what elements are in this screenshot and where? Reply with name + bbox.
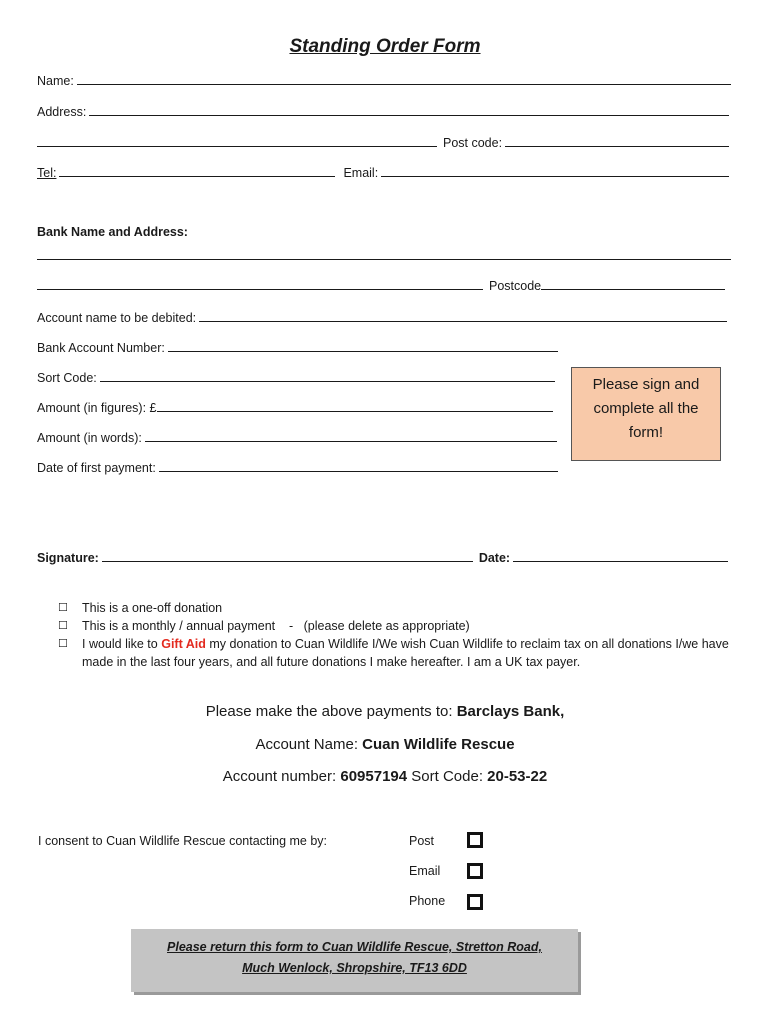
one-off-checkbox[interactable]: ☐ — [58, 602, 68, 614]
monthly-checkbox[interactable]: ☐ — [58, 620, 68, 632]
sign-reminder-box — [571, 367, 721, 461]
amount-words-label: Amount (in words): — [37, 431, 142, 445]
amount-words-field[interactable] — [145, 440, 557, 442]
sort-code-label: Sort Code: — [37, 371, 97, 385]
return-address-line2: Much Wenlock, Shropshire, TF13 6DD — [242, 961, 467, 975]
bank-account-number-row — [37, 341, 558, 355]
sign-reminder-line1: Please sign and — [592, 376, 700, 393]
first-payment-label: Date of first payment: — [37, 461, 156, 475]
tel-field[interactable] — [59, 175, 335, 177]
address-label: Address: — [37, 105, 87, 119]
sign-reminder-line3: form! — [628, 424, 664, 441]
payment-account-number-line — [0, 768, 770, 785]
account-name-row — [37, 311, 727, 325]
payment-bank-line — [0, 703, 770, 720]
bank-account-number-field[interactable] — [168, 350, 558, 352]
gift-aid-text-pre: I would like to — [82, 637, 162, 651]
amount-figures-field[interactable] — [157, 410, 554, 412]
payment-sort-prefix: Sort Code: — [407, 768, 488, 785]
post-code-field[interactable] — [505, 145, 729, 147]
gift-aid-highlight: Gift Aid — [161, 637, 206, 651]
consent-post-label: Post — [409, 834, 435, 848]
consent-email-checkbox[interactable] — [467, 863, 483, 879]
email-field[interactable] — [381, 175, 729, 177]
option-monthly[interactable] — [58, 617, 738, 635]
sort-code-field[interactable] — [100, 380, 555, 382]
amount-figures-label: Amount (in figures): £ — [37, 401, 157, 415]
payment-account-number-prefix: Account number: — [222, 768, 341, 785]
bank-postcode-row — [37, 279, 725, 293]
sign-reminder-line2: complete all the — [593, 400, 699, 417]
one-off-label: This is a one-off donation — [82, 601, 223, 615]
gift-aid-checkbox[interactable]: ☐ — [58, 638, 68, 650]
option-one-off[interactable] — [58, 599, 738, 617]
signature-field[interactable] — [102, 560, 473, 562]
tel-email-row — [37, 166, 729, 180]
first-payment-row — [37, 461, 558, 475]
consent-label: I consent to Cuan Wildlife Rescue contacting me by: — [38, 834, 328, 848]
consent-email-label: Email — [409, 864, 441, 878]
consent-phone-label: Phone — [409, 894, 446, 908]
address-field[interactable] — [89, 114, 729, 116]
account-name-label: Account name to be debited: — [37, 311, 197, 325]
postcode-label: Postcode — [489, 279, 542, 293]
tel-label: Tel: — [37, 166, 57, 180]
page-title: Standing Order Form — [289, 36, 481, 57]
name-field[interactable] — [77, 83, 731, 85]
first-payment-field[interactable] — [159, 470, 558, 472]
payment-account-name-line — [0, 736, 770, 753]
payment-account-name-prefix: Account Name: — [255, 736, 363, 753]
address-line2-field[interactable] — [37, 145, 437, 147]
bank-postcode-field[interactable] — [541, 288, 725, 290]
return-address-box — [131, 929, 578, 992]
signature-row — [37, 551, 728, 565]
account-name-field[interactable] — [199, 320, 727, 322]
bank-heading: Bank Name and Address: — [37, 225, 188, 239]
consent-phone-checkbox[interactable] — [467, 894, 483, 910]
amount-figures-row — [37, 401, 553, 415]
name-row — [37, 74, 731, 88]
gift-aid-text-post: my donation to Cuan Wildlife I/We wish Cuan Wildlife to reclaim tax on all donations I/we have made in the last four years, and all future donations I make hereafter. I am a UK tax payer. — [82, 637, 729, 669]
donation-options — [58, 599, 738, 671]
signature-label: Signature: — [37, 551, 99, 565]
date-label: Date: — [478, 551, 511, 565]
post-code-label: Post code: — [443, 136, 503, 150]
return-address-line1: Please return this form to Cuan Wildlife Rescue, Stretton Road, — [167, 940, 542, 954]
name-label: Name: — [37, 74, 74, 88]
monthly-label: This is a monthly / annual payment - (please delete as appropriate) — [82, 619, 470, 633]
address-line2-row — [37, 136, 729, 150]
payment-account-name: Cuan Wildlife Rescue — [362, 736, 515, 753]
payment-sort-code: 20-53-22 — [487, 768, 548, 785]
payment-bank-prefix: Please make the above payments to: — [205, 703, 457, 720]
email-label: Email: — [343, 166, 379, 180]
gift-aid-label — [82, 635, 738, 671]
address-row — [37, 105, 729, 119]
sort-code-row — [37, 371, 555, 385]
bank-address-line2-field[interactable] — [37, 288, 483, 290]
date-field[interactable] — [513, 560, 728, 562]
bank-address-field[interactable] — [37, 258, 731, 260]
payment-account-number: 60957194 — [340, 768, 408, 785]
consent-post-checkbox[interactable] — [467, 832, 483, 848]
amount-words-row — [37, 431, 557, 445]
option-gift-aid[interactable] — [58, 635, 738, 671]
bank-account-number-label: Bank Account Number: — [37, 341, 165, 355]
payment-bank-name: Barclays Bank, — [456, 703, 565, 720]
